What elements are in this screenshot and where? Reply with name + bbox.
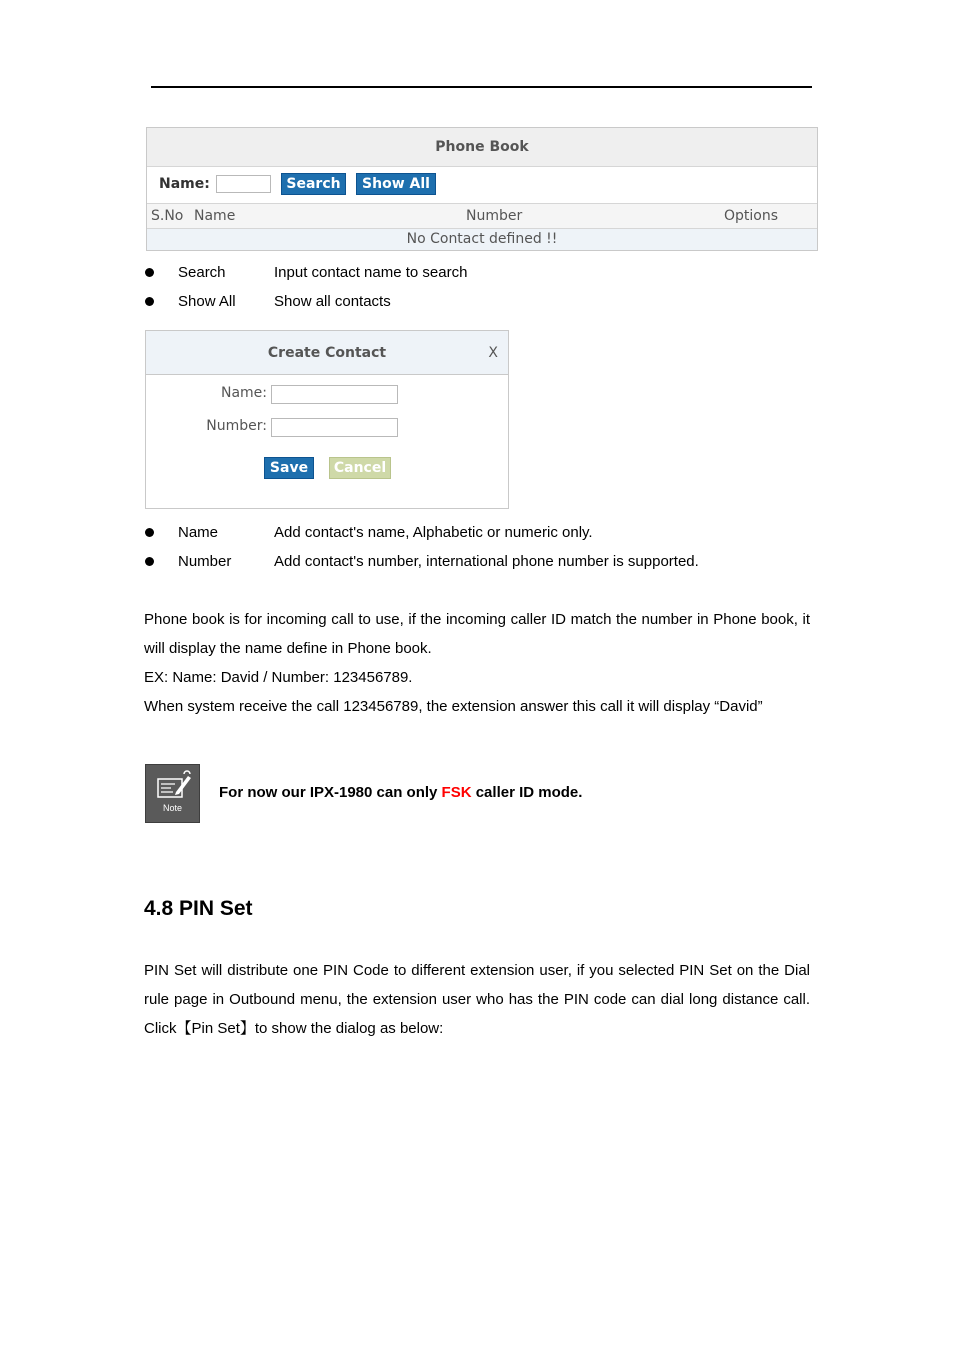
column-name: Name	[194, 208, 236, 224]
empty-message: No Contact defined !!	[147, 229, 817, 250]
column-number: Number	[466, 208, 523, 224]
pen-icon	[146, 765, 201, 805]
contact-name-label: Name:	[220, 385, 267, 401]
bullet-dot	[145, 297, 154, 306]
bullet-term: Number	[178, 553, 232, 570]
cancel-button[interactable]: Cancel	[329, 457, 391, 479]
body-paragraph: Phone book is for incoming call to use, if the incoming caller ID match the number in Phone book, it will display the name define in Phone book.	[144, 611, 810, 657]
create-contact-dialog	[145, 330, 509, 509]
bullet-desc: Input contact name to search	[274, 264, 468, 281]
close-icon[interactable]: X	[488, 345, 498, 361]
body-example: EX: Name: David / Number: 123456789.	[144, 669, 413, 686]
dialog-title: Create Contact	[146, 331, 508, 375]
bullet-term: Search	[178, 264, 226, 281]
column-sno: S.No	[151, 208, 184, 224]
contact-name-field[interactable]	[271, 385, 398, 404]
phone-book-panel	[146, 127, 818, 251]
search-button[interactable]: Search	[281, 173, 346, 195]
table-header-row	[147, 203, 817, 229]
bullet-term: Show All	[178, 293, 236, 310]
note-icon	[145, 764, 200, 823]
contact-number-label: Number:	[206, 418, 267, 434]
contact-number-field[interactable]	[271, 418, 398, 437]
bullet-dot	[145, 268, 154, 277]
name-label: Name:	[159, 176, 210, 192]
bullet-term: Name	[178, 524, 219, 541]
name-search-input[interactable]	[216, 175, 271, 193]
note-text-part: For now our IPX-1980 can only	[219, 784, 442, 801]
bullet-desc: Add contact's name, Alphabetic or numeric only.	[274, 524, 593, 541]
body-paragraph: When system receive the call 123456789, the extension answer this call it will display “David”	[144, 698, 763, 715]
show-all-button[interactable]: Show All	[356, 173, 436, 195]
bullet-dot	[145, 557, 154, 566]
note-text-part: caller ID mode.	[471, 784, 583, 801]
bullet-dot	[145, 528, 154, 537]
bullet-desc: Add contact's number, international phone number is supported.	[274, 553, 699, 570]
note-text	[219, 784, 582, 801]
column-options: Options	[724, 208, 779, 224]
header-rule	[151, 86, 812, 88]
note-highlight: FSK	[441, 784, 472, 801]
section-paragraph: PIN Set will distribute one PIN Code to different extension user, if you selected PIN Set on the Dial rule page in Outbound menu, the extension user who has the PIN code can dial long distance call. Click【Pin Set】to show the dialog as below:	[144, 962, 810, 1037]
phone-book-title: Phone Book	[147, 128, 817, 167]
save-button[interactable]: Save	[264, 457, 314, 479]
note-icon-label: Note	[162, 803, 182, 813]
section-heading: 4.8 PIN Set	[144, 897, 253, 920]
bullet-desc: Show all contacts	[274, 293, 391, 310]
